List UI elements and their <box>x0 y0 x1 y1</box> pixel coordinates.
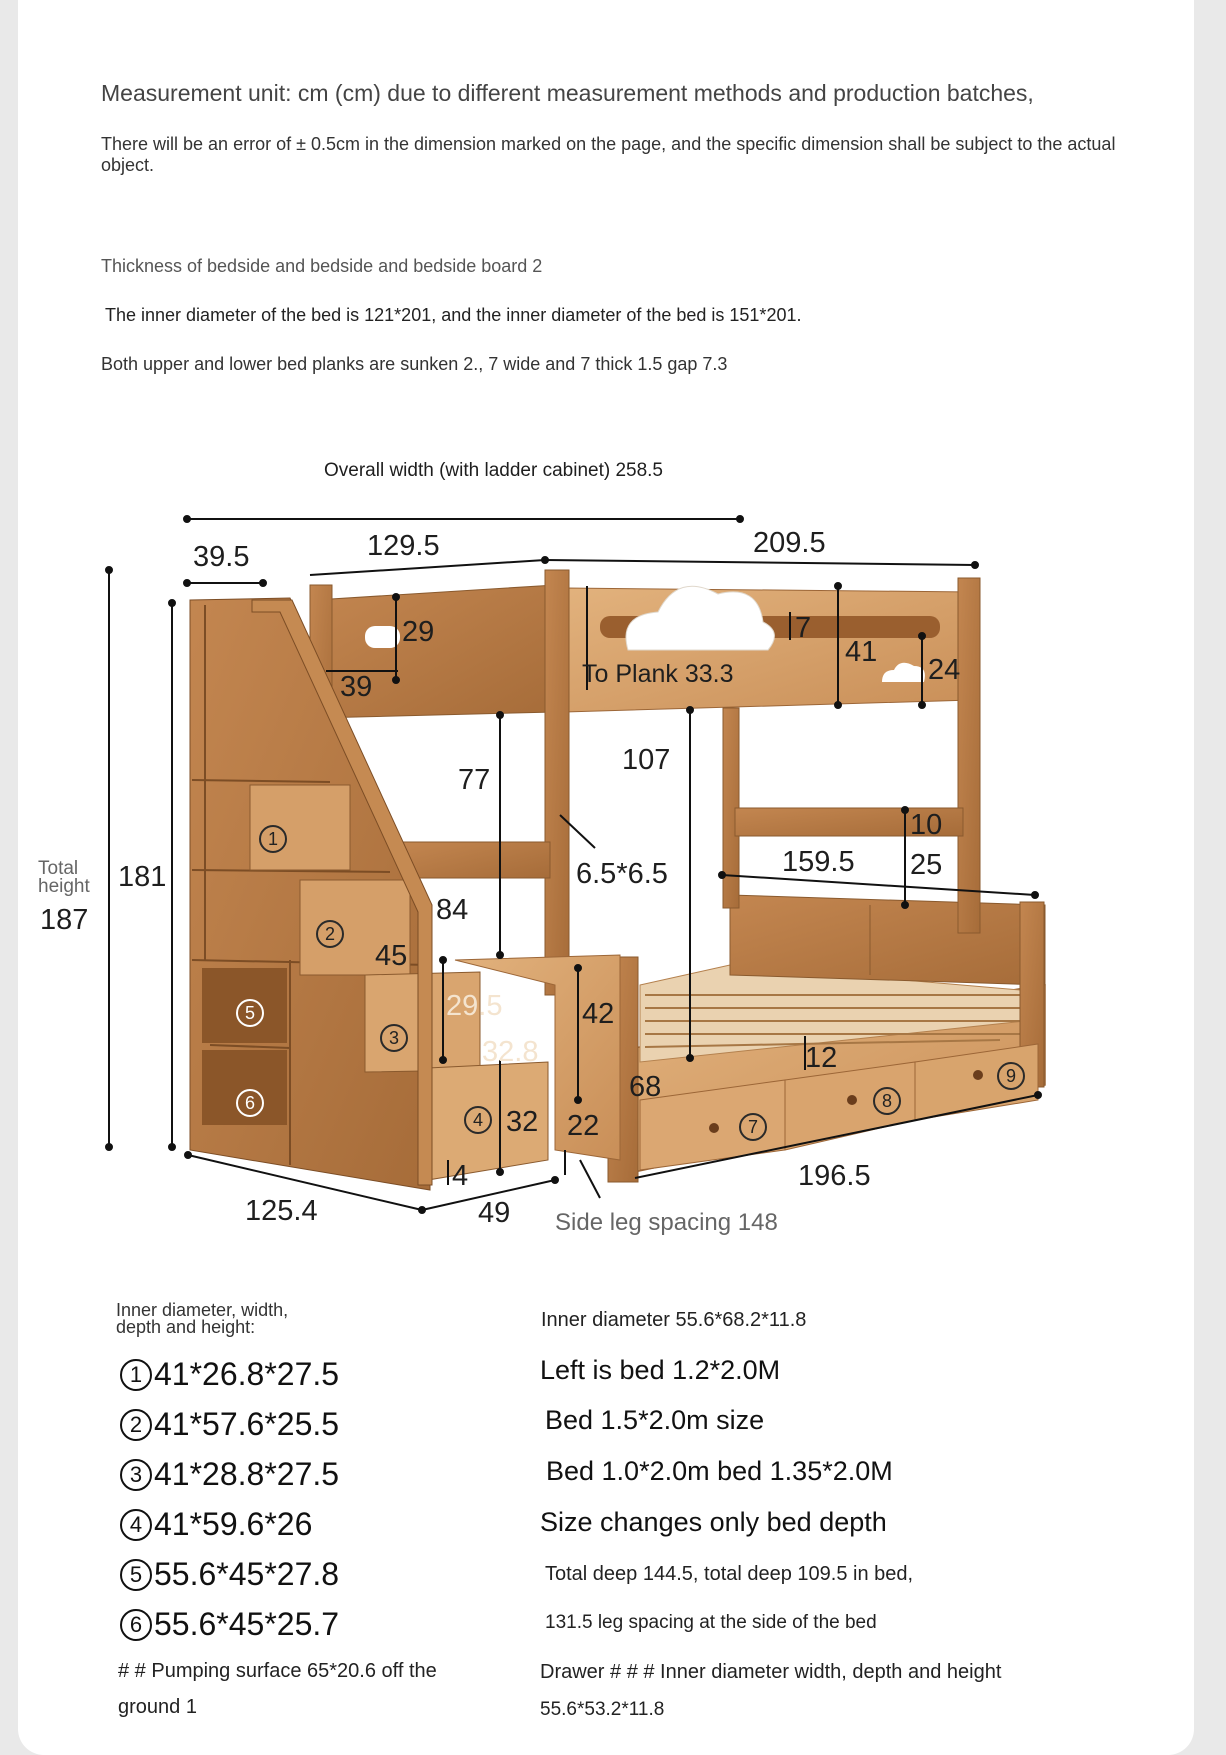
dim-39-5: 39.5 <box>193 541 250 573</box>
specs-right-line-8: Drawer # # # Inner diameter width, depth and height <box>540 1661 1002 1683</box>
dim-29: 29 <box>402 616 435 648</box>
total-height-label-1: Total <box>38 858 79 879</box>
total-height-label-2: height <box>38 876 90 897</box>
spec-item-2-num: 2 <box>120 1409 152 1441</box>
specs-right-line-6: Total deep 144.5, total deep 109.5 in bed, <box>545 1563 914 1585</box>
dim-129-5: 129.5 <box>367 530 440 562</box>
spec-item-6-text: 55.6*45*25.7 <box>154 1606 340 1642</box>
spec-item-2-text: 41*57.6*25.5 <box>154 1406 340 1442</box>
specs-right-line-9: 55.6*53.2*11.8 <box>540 1699 665 1720</box>
overall-width-label: Overall width (with ladder cabinet) 258.5 <box>324 460 664 481</box>
middle-rail <box>400 842 550 878</box>
marker-6: 6 <box>236 1089 264 1117</box>
spec-item-5 <box>120 1556 339 1593</box>
spec-item-4 <box>120 1506 312 1543</box>
to-plank-label: To Plank 33.3 <box>582 660 734 688</box>
dim-22: 22 <box>567 1110 600 1142</box>
dim-39: 39 <box>340 671 373 703</box>
dim-125-4: 125.4 <box>245 1195 318 1227</box>
dim-42: 42 <box>582 998 615 1030</box>
upper-post-middle <box>545 570 569 995</box>
dim-12: 12 <box>805 1042 838 1074</box>
intro-line-4: The inner diameter of the bed is 121*201, and the inner diameter of the bed is 151*201. <box>105 305 802 325</box>
marker-3: 3 <box>380 1024 408 1052</box>
spec-item-1-text: 41*26.8*27.5 <box>154 1356 340 1392</box>
dim-45: 45 <box>375 940 408 972</box>
spec-item-2 <box>120 1406 339 1443</box>
specs-right-line-5: Size changes only bed depth <box>540 1507 887 1537</box>
intro-line-5: Both upper and lower bed planks are sunken 2., 7 wide and 7 thick 1.5 gap 7.3 <box>101 354 728 374</box>
dim-7: 7 <box>795 612 812 644</box>
upper-window-left <box>365 626 400 648</box>
intro-line-3: Thickness of bedside and bedside and bedside board 2 <box>101 256 543 276</box>
dim-209-5: 209.5 <box>753 527 826 559</box>
dim-68: 68 <box>629 1071 662 1103</box>
post-size-label: 6.5*6.5 <box>576 858 668 890</box>
spec-item-6-num: 6 <box>120 1609 152 1641</box>
specs-right-line-7: 131.5 leg spacing at the side of the bed <box>545 1612 877 1633</box>
dim-77: 77 <box>458 764 491 796</box>
marker-9: 9 <box>997 1062 1025 1090</box>
intro-line-1: Measurement unit: cm (cm) due to different measurement methods and production batches, <box>101 80 1034 106</box>
dim-181: 181 <box>118 861 167 893</box>
dim-107: 107 <box>622 744 671 776</box>
dim-32: 32 <box>506 1106 539 1138</box>
dim-29-5: 29.5 <box>446 990 503 1022</box>
dim-49: 49 <box>478 1197 511 1229</box>
specs-right-line-4: Bed 1.0*2.0m bed 1.35*2.0M <box>546 1456 893 1486</box>
spec-item-3 <box>120 1456 339 1493</box>
marker-4: 4 <box>464 1106 492 1134</box>
specs-left-footnote-2: ground 1 <box>118 1696 197 1718</box>
spec-item-3-num: 3 <box>120 1459 152 1491</box>
marker-2: 2 <box>316 920 344 948</box>
dim-32-8: 32.8 <box>482 1036 539 1068</box>
spec-item-3-text: 41*28.8*27.5 <box>154 1456 340 1492</box>
spec-item-1 <box>120 1356 339 1393</box>
total-height-label <box>38 860 90 896</box>
specs-right-line-2: Left is bed 1.2*2.0M <box>540 1355 781 1385</box>
marker-7: 7 <box>739 1113 767 1141</box>
spec-item-4-text: 41*59.6*26 <box>154 1506 313 1542</box>
upper-post-right <box>958 578 980 933</box>
total-height-value: 187 <box>40 904 89 936</box>
spec-item-6 <box>120 1606 339 1643</box>
specs-right-line-3: Bed 1.5*2.0m size <box>545 1405 765 1435</box>
spec-item-1-num: 1 <box>120 1359 152 1391</box>
marker-8: 8 <box>873 1087 901 1115</box>
marker-1: 1 <box>259 825 287 853</box>
dim-84: 84 <box>436 894 469 926</box>
side-leg-spacing-label: Side leg spacing 148 <box>555 1209 778 1236</box>
dim-4: 4 <box>452 1160 469 1192</box>
dim-25: 25 <box>910 849 943 881</box>
dim-159-5: 159.5 <box>782 846 855 878</box>
dim-41: 41 <box>845 636 878 668</box>
marker-5: 5 <box>236 999 264 1027</box>
specs-right-line-1: Inner diameter 55.6*68.2*11.8 <box>541 1309 807 1331</box>
specs-left-heading: Inner diameter, width, depth and height: <box>116 1300 289 1337</box>
spec-item-4-num: 4 <box>120 1509 152 1541</box>
dim-196-5: 196.5 <box>798 1160 871 1192</box>
specs-left-footnote-1: # # Pumping surface 65*20.6 off the <box>118 1660 437 1682</box>
dim-10: 10 <box>910 809 943 841</box>
spec-item-5-num: 5 <box>120 1559 152 1591</box>
spec-item-5-text: 55.6*45*27.8 <box>154 1556 340 1592</box>
lower-headboard <box>730 895 1045 985</box>
intro-line-2: There will be an error of ± 0.5cm in the dimension marked on the page, and the specific dimension shall be subject to the actual object. <box>101 134 1116 175</box>
dim-24: 24 <box>928 654 961 686</box>
